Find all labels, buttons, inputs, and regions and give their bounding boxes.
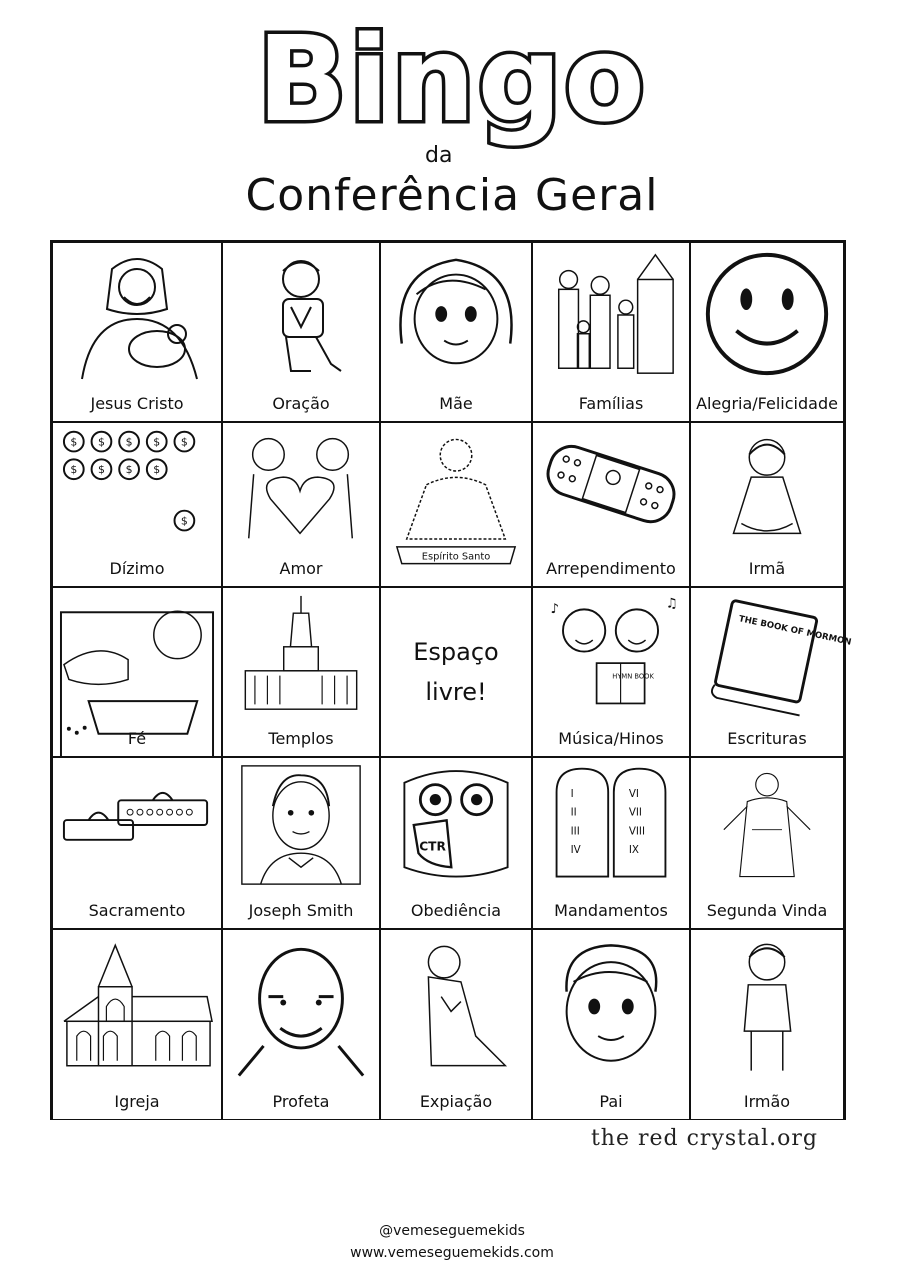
cell-label: Escrituras [727, 729, 807, 748]
cell-label: Obediência [410, 901, 502, 920]
bingo-cell-dizimo[interactable] [52, 422, 222, 587]
page-title: Bingo [257, 10, 647, 148]
bingo-cell-expiacao[interactable] [380, 929, 532, 1120]
svg-text:$: $ [97, 435, 105, 449]
bandage-icon [539, 429, 683, 544]
cell-label: Música/Hinos [558, 729, 664, 748]
praying-child-icon [229, 249, 373, 379]
svg-text:$: $ [180, 435, 188, 449]
cell-label: Fé [127, 729, 147, 748]
cell-label: Mãe [439, 394, 473, 413]
bingo-cell-espirito-santo[interactable] [380, 422, 532, 587]
bingo-cell-amor[interactable] [222, 422, 380, 587]
cell-label: Amor [279, 559, 323, 578]
children-heart-icon [229, 429, 373, 544]
seed-planting-icon [59, 594, 215, 750]
svg-text:VI: VI [628, 787, 639, 800]
svg-text:$: $ [97, 463, 105, 477]
svg-text:$: $ [70, 463, 78, 477]
kneeling-jesus-icon [387, 936, 525, 1077]
family-temple-icon [539, 249, 683, 379]
stone-tablets-icon [539, 764, 683, 886]
svg-text:III: III [570, 825, 580, 838]
owl-ctr-shield-icon [387, 764, 525, 886]
cell-label: Arrependimento [546, 559, 676, 578]
bingo-cell-igreja[interactable] [52, 929, 222, 1120]
bingo-cell-jesus-cristo[interactable] [52, 242, 222, 422]
svg-text:VII: VII [628, 806, 642, 819]
book-of-mormon-icon [697, 594, 853, 714]
church-building-icon [59, 936, 215, 1077]
bingo-cell-mae[interactable] [380, 242, 532, 422]
social-handle: @vemeseguemekids [379, 1223, 525, 1239]
bingo-cell-profeta[interactable] [222, 929, 380, 1120]
bingo-cell-free-space[interactable] [380, 587, 532, 757]
cell-label: Igreja [114, 1092, 160, 1111]
free-space-text: Espaço livre! [413, 638, 499, 706]
bingo-cell-pai[interactable] [532, 929, 690, 1120]
smiley-face-icon [697, 249, 837, 379]
website-url: www.vemeseguemekids.com [350, 1245, 554, 1261]
cell-label: Jesus Cristo [90, 394, 184, 413]
girl-icon [697, 429, 837, 544]
bingo-cell-oracao[interactable] [222, 242, 380, 422]
svg-text:II: II [570, 806, 577, 819]
bingo-cell-segunda-vinda[interactable] [690, 757, 844, 929]
hymn-book-text: HYMN BOOK [612, 672, 654, 681]
jesus-with-lamb-icon [59, 249, 215, 379]
bingo-cell-escrituras[interactable] [690, 587, 853, 757]
cell-label: Expiação [419, 1092, 493, 1111]
cell-label: Sacramento [88, 901, 186, 920]
cell-label: Pai [599, 1092, 623, 1111]
bingo-cell-irmao[interactable] [690, 929, 844, 1120]
bingo-cell-irma[interactable] [690, 422, 844, 587]
page-subtitle: Conferência Geral [245, 170, 659, 221]
svg-text:$: $ [125, 435, 133, 449]
svg-text:$: $ [153, 435, 161, 449]
cell-label: Irmã [748, 559, 786, 578]
bingo-cell-fe[interactable] [52, 587, 222, 757]
title-connector: da [425, 143, 453, 168]
bingo-cell-alegria[interactable] [690, 242, 844, 422]
cell-label: Dízimo [109, 559, 165, 578]
bingo-cell-templos[interactable] [222, 587, 380, 757]
svg-text:$: $ [70, 435, 78, 449]
bingo-cell-musica[interactable] [532, 587, 690, 757]
bingo-cell-sacramento[interactable] [52, 757, 222, 929]
holy-spirit-icon [387, 429, 525, 580]
children-singing-icon [539, 594, 683, 714]
coins-icon [59, 429, 215, 544]
bingo-board [50, 240, 853, 1120]
svg-text:IX: IX [628, 844, 639, 857]
father-face-icon [539, 936, 683, 1077]
cell-label: Joseph Smith [248, 901, 354, 920]
svg-text:$: $ [153, 463, 161, 477]
prophet-portrait-icon [229, 936, 373, 1077]
cell-label: Templos [268, 729, 334, 748]
svg-text:CTR: CTR [419, 839, 446, 854]
svg-text:I: I [570, 787, 574, 800]
sacrament-trays-icon [59, 764, 215, 886]
second-coming-icon [697, 764, 837, 886]
svg-text:♪: ♪ [550, 602, 560, 618]
svg-text:IV: IV [570, 844, 581, 857]
joseph-smith-portrait-icon [229, 764, 373, 886]
cell-label: Mandamentos [554, 901, 668, 920]
svg-text:♫: ♫ [665, 596, 678, 612]
title-block [0, 0, 904, 240]
cell-label: Famílias [578, 394, 644, 413]
boy-icon [697, 936, 837, 1077]
svg-text:VIII: VIII [628, 825, 646, 838]
svg-text:$: $ [180, 514, 188, 528]
cell-label: Alegria/Felicidade [696, 394, 838, 413]
cell-label: Irmão [743, 1092, 791, 1111]
bingo-cell-joseph-smith[interactable] [222, 757, 380, 929]
bingo-cell-obediencia[interactable] [380, 757, 532, 929]
cell-label: Oração [272, 394, 330, 413]
banner-text: Espírito Santo [421, 551, 491, 563]
cell-label: Segunda Vinda [706, 901, 828, 920]
bingo-cell-mandamentos[interactable] [532, 757, 690, 929]
bingo-cell-familias[interactable] [532, 242, 690, 422]
cell-label: Profeta [272, 1092, 330, 1111]
credit-text: the red crystal.org [590, 1126, 818, 1151]
footer [0, 1220, 904, 1264]
mother-face-icon [387, 249, 525, 379]
bingo-cell-arrependimento[interactable] [532, 422, 690, 587]
temple-icon [229, 594, 373, 714]
book-cover-text: THE BOOK OF MORMON [737, 614, 853, 648]
svg-text:$: $ [125, 463, 133, 477]
